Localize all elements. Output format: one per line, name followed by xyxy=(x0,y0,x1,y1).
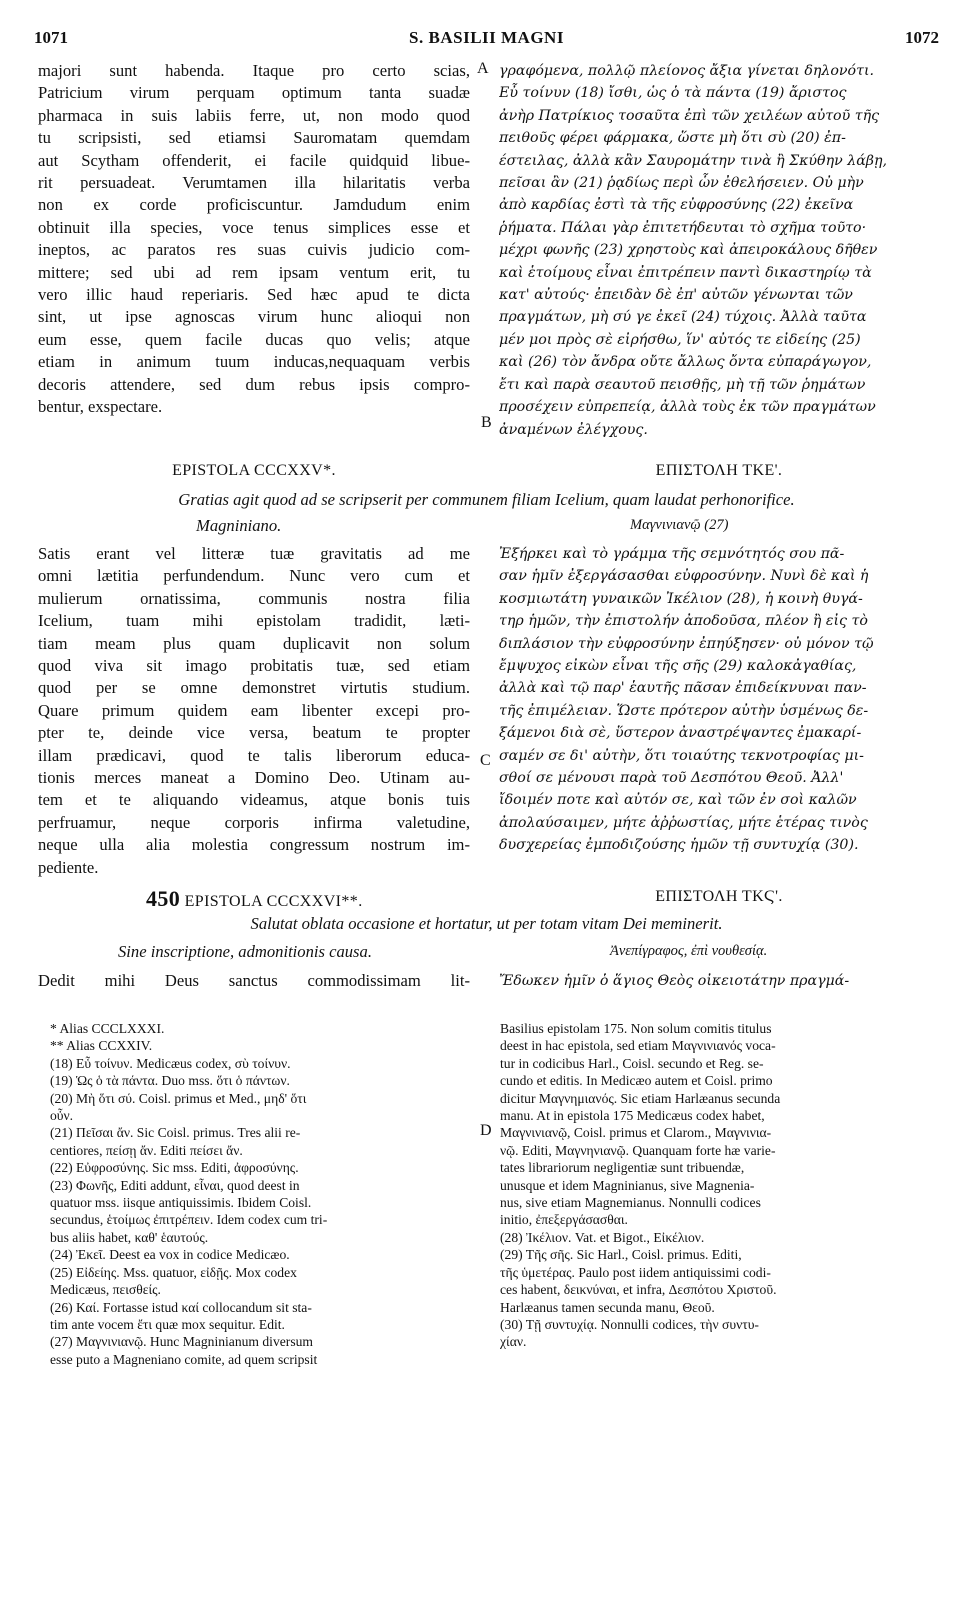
latin-epistle-title-326 xyxy=(38,886,470,912)
epistle-summary-325: Gratias agit quod ad se scripserit per communem filiam Icelium, quam laudat perhonorifice. xyxy=(178,490,795,509)
footnote-line: deest in hac epistola, sed etiam Μαγνινιανός voca- xyxy=(500,1038,776,1054)
latin-line: quod per se omne demonstret virtutis studium. xyxy=(38,678,470,698)
footnote-line: cundo et editis. In Medicæo autem et Coisl. primo xyxy=(500,1073,773,1089)
latin-addressee-326: Sine inscriptione, admonitionis causa. xyxy=(118,942,372,961)
footnote-line: nus, sive etiam Magnemianus. Nonnulli codices xyxy=(500,1195,761,1211)
latin-line: vero illic haud reperiaris. Sed hæc apud te dicta xyxy=(38,285,470,305)
greek-line: ἀλλὰ καὶ τῷ παρ' ἑαυτῆς πᾶσαν ἐπιδείκνυναι παν- xyxy=(499,680,867,697)
footnotes-left xyxy=(50,1020,475,1368)
footnote-line: (26) Καί. Fortasse istud καί collocandum sit sta- xyxy=(50,1299,312,1315)
footnote-line: (18) Εὖ τοίνυν. Medicæus codex, σὺ τοίνυν. xyxy=(50,1055,291,1071)
footnote-line: τῆς ὑμετέρας. Paulo post iidem antiquissimi codi- xyxy=(500,1264,771,1280)
margin-letter-c: C xyxy=(480,752,491,769)
greek-line: ἀπολαύσαιμεν, μήτε ἀῤῥωστίας, μήτε ἑτέρας τινὸς xyxy=(499,814,868,831)
margin-letter-d: D xyxy=(480,1122,492,1139)
footnote-line: (22) Εὐφροσύνης. Sic mss. Editi, ἀφροσύνης. xyxy=(50,1160,299,1176)
greek-line: Εὖ τοίνυν (18) ἴσθι, ὡς ὁ τὰ πάντα (19) ἄριστος xyxy=(499,85,847,102)
greek-line: πραγμάτων, μὴ σύ γε ἐκεῖ (24) τύχοις. Ἀλλὰ ταῦτα xyxy=(499,309,867,326)
latin-line: majori sunt habenda. Itaque pro certo scias, xyxy=(38,61,470,80)
greek-line: ἴδοιμέν ποτε καὶ αὐτόν σε, καὶ τῶν ἐν σοὶ καλῶν xyxy=(499,792,857,809)
latin-line: Satis erant vel litteræ tuæ gravitatis ad me xyxy=(38,544,470,563)
greek-epistle-title-326: ΕΠΙΣΤΟΛΗ ΤΚϚ'. xyxy=(655,888,783,905)
greek-line: προσέχειν εὐπρεπείᾳ, ἀλλὰ τοὺς ἐκ τῶν πραγμάτων xyxy=(499,399,876,416)
greek-column-326 xyxy=(499,970,939,992)
latin-line: quod viva sit imago probitatis tuæ, sed etiam xyxy=(38,656,470,676)
latin-epistle-title-325: EPISTOLA CCCXXV*. xyxy=(172,462,336,479)
greek-epistle-title-325: ΕΠΙΣΤΟΛΗ ΤΚΕ'. xyxy=(655,462,783,479)
running-title: S. BASILII MAGNI xyxy=(409,28,564,47)
footnote-line: (23) Φωνῆς, Editi addunt, εἶναι, quod deest in xyxy=(50,1177,300,1193)
latin-column-326 xyxy=(38,970,470,992)
latin-line: eum esse, quem facile ducas quo velis; atque xyxy=(38,329,470,349)
footnote-line: centiores, πείσῃ ἄν. Editi πείσει ἄν. xyxy=(50,1142,243,1158)
greek-line: δυσχερείας ἐμποδιζούσης ἡμῶν τῇ συντυχίᾳ (30). xyxy=(499,837,859,854)
footnote-line: ces habent, δεικνύναι, et infra, Δεσπότου Χριστοῦ. xyxy=(500,1282,777,1298)
greek-line: ξάμενοι διὰ σὲ, ὕστερον ἀναστρέψαντες ἐμακαρί- xyxy=(499,725,862,742)
footnote-line: tur in codicibus Harl., Coisl. secundo et Reg. se- xyxy=(500,1055,764,1071)
greek-line: ἀνὴρ Πατρίκιος τοσαῦτα ἐπὶ τῶν χειλέων αὐτοῦ τῆς xyxy=(499,107,880,124)
latin-line: rit persuadeat. Verumtamen illa hilaritatis verba xyxy=(38,173,470,193)
latin-line: pharmaca in suis labiis ferre, ut, non modo quod xyxy=(38,105,470,125)
page-number-left: 1071 xyxy=(34,28,68,47)
footnote-line: (30) Τῇ συντυχίᾳ. Nonnulli codices, τὴν συντυ- xyxy=(500,1316,759,1332)
latin-line: ineptos, ac paratos res suas cuivis judicio com- xyxy=(38,240,470,260)
footnote-line: (27) Μαγνινιανῷ. Hunc Magninianum diversum xyxy=(50,1334,313,1350)
footnote-line: esse puto a Magneniano comite, ad quem scripsit xyxy=(50,1351,318,1367)
latin-line: tu scripsisti, sed etiamsi Sauromatam quemdam xyxy=(38,128,470,148)
latin-line: etiam in animum tuum inducas,nequaquam verbis xyxy=(38,352,470,372)
page-number-right: 1072 xyxy=(905,28,939,47)
footnote-line: νῷ. Editi, Μαγνηνιανῷ. Quanquam forte hæ varie- xyxy=(500,1142,776,1158)
footnote-line: initio, ἐπεξεργάσασθαι. xyxy=(500,1212,628,1228)
greek-line: κοσμιωτάτη γυναικῶν Ἰκέλιον (28), ἡ κοινὴ θυγά- xyxy=(499,590,863,607)
greek-line: Ἐξήρκει καὶ τὸ γράμμα τῆς σεμνότητός σου πᾶ- xyxy=(499,546,845,562)
greek-line: πειθοῦς φέρει φάρμακα, ὥστε μὴ ὅτι σὺ (20) ἐπ- xyxy=(499,130,846,147)
footnote-line: * Alias CCCLXXXI. xyxy=(50,1021,165,1036)
greek-line: γραφόμενα, πολλῷ πλείονος ἄξια γίνεται δηλονότι. xyxy=(499,63,875,79)
footnote-line: manu. At in epistola 175 Medicæus codex habet, xyxy=(500,1108,765,1124)
greek-line: τῆς ἐπιμέλειαν. Ὥστε πρότερον αὐτὴν ὑσμένως δε- xyxy=(499,702,869,719)
footnote-line: bus aliis habet, καθ' ἑαυτούς. xyxy=(50,1229,209,1245)
greek-addressee-325: Μαγνινιανῷ (27) xyxy=(630,517,729,533)
greek-line: έστειλας, ἀλλὰ κἂν Σαυρομάτην τινὰ ἢ Σκύθην λάβῃ, xyxy=(499,152,887,169)
latin-line: decoris attendere, sed dum rebus ipsis compro- xyxy=(38,374,470,394)
latin-column-top xyxy=(38,60,470,419)
greek-line: σθοί σε μένουσι παρὰ τοῦ Δεσπότου Θεοῦ. Ἀλλ' xyxy=(499,770,844,787)
greek-line: ἀναμένων ἐλέγχους. xyxy=(499,421,648,438)
latin-line: pediente. xyxy=(38,857,99,877)
latin-line: illam prædicavi, quod te talis liberorum educa- xyxy=(38,745,470,765)
epistle-summary-326: Salutat oblata occasione et hortatur, ut per totam vitam Dei meminerit. xyxy=(250,914,723,933)
latin-line: Icelium, tuam mihi epistolam tradidit, læti- xyxy=(38,611,470,631)
footnote-line: tim ante vocem ἔτι quæ mox sequitur. Edit. xyxy=(50,1316,285,1332)
latin-line-326: Dedit mihi Deus sanctus commodissimam lit- xyxy=(38,971,470,990)
greek-line: μέν μοι πρὸς σὲ εἰρήσθω, ἵν' αὐτός τε εἰδείης (25) xyxy=(499,331,861,348)
footnote-line: Medicæus, πεισθείς. xyxy=(50,1282,161,1298)
greek-line: ῥήματα. Πάλαι γὰρ ἐπιτετήδευται τὸ σχῆμα τοῦτο· xyxy=(499,219,867,236)
footnote-line: (28) Ἰκέλιον. Vat. et Bigot., Εἰκέλιον. xyxy=(500,1229,705,1245)
greek-column-325 xyxy=(499,543,939,857)
latin-epistle-title-326-text: EPISTOLA CCCXXVI**. xyxy=(184,893,363,910)
latin-line: omni lætitia perfundendum. Nunc vero cum et xyxy=(38,566,470,586)
greek-addressee-326: Ἀνεπίγραφος, ἐπὶ νουθεσίᾳ. xyxy=(610,943,768,959)
latin-line: mulierum ornatissima, communis nostra filia xyxy=(38,588,470,608)
greek-line: ἔμψυχος εἰκὼν εἶναι τῆς σῆς (29) καλοκἀγαθίας, xyxy=(499,658,857,675)
greek-line: ἔτι καὶ παρὰ σεαυτοῦ πεισθῇς, μὴ τῇ τῶν ῥημάτων xyxy=(499,376,866,393)
latin-line: Patricium virum perquam optimum tanta suadæ xyxy=(38,83,470,103)
footnote-line: tates librariorum negligentiæ sunt tribuendæ, xyxy=(500,1160,745,1176)
margin-letter-b: B xyxy=(481,414,492,431)
footnote-line: Harlæanus tamen secunda manu, Θεοῦ. xyxy=(500,1299,715,1315)
footnote-line: (20) Μὴ ὅτι σύ. Coisl. primus et Med., μηδ' ὅτι xyxy=(50,1090,307,1106)
footnote-line: (19) Ὡς ὁ τὰ πάντα. Duo mss. ὅτι ὁ πάντων. xyxy=(50,1073,290,1089)
column-number-450: 450 xyxy=(146,886,181,911)
greek-line: σαν ἡμῖν ἐξεργάσασθαι εὐφροσύνην. Νυνὶ δὲ καὶ ἡ xyxy=(499,568,869,585)
latin-line: pter te, deinde vice versa, beatum te propter xyxy=(38,723,470,743)
latin-line: tiam meam plus quam duplicavit non solum xyxy=(38,633,470,653)
greek-line: μέχρι φωνῆς (23) χρηστοὺς καὶ ἀπειροκάλους δῆθεν xyxy=(499,242,878,259)
greek-column-top xyxy=(499,60,939,441)
footnote-line: unusque et idem Magninianus, sive Magnenia- xyxy=(500,1177,755,1193)
greek-line: πεῖσαι ἂν (21) ῥᾳδίως περὶ ὧν ἐθελήσειεν. Οὐ μὴν xyxy=(499,175,864,192)
footnote-line: (29) Τῆς σῆς. Sic Harl., Coisl. primus. Editi, xyxy=(500,1247,742,1263)
footnote-line: ** Alias CCXXIV. xyxy=(50,1038,153,1054)
footnote-line: (25) Εἰδείης. Mss. quatuor, εἰδῇς. Mox codex xyxy=(50,1264,297,1280)
latin-line: bentur, exspectare. xyxy=(38,397,163,417)
footnote-line: quatuor mss. iisque antiquissimis. Ibidem Coisl. xyxy=(50,1195,312,1211)
latin-column-325 xyxy=(38,543,470,879)
running-header xyxy=(34,28,939,54)
latin-line: mittere; sed ubi ad rem ipsam ventum erit, tu xyxy=(38,262,470,282)
footnote-line: secundus, ἑτοίμως ἐπιτρέπειν. Idem codex cum tri- xyxy=(50,1212,328,1228)
greek-line: καὶ ἑτοίμους εἶναι ἐπιτρέπειν παντὶ δικαστηρίῳ τὰ xyxy=(499,264,872,281)
footnote-line: (21) Πεῖσαι ἄν. Sic Coisl. primus. Tres alii re- xyxy=(50,1125,301,1141)
footnote-line: χίαν. xyxy=(500,1334,527,1350)
greek-line: σαμέν σε δι' αὐτὴν, ὅτι τοιαύτης τεκνοτροφίας μι- xyxy=(499,747,864,764)
latin-line: obtinuit illa species, voce tenus simplices esse et xyxy=(38,217,470,237)
latin-line: tem et te aliquando videamus, atque bonis tuis xyxy=(38,790,470,810)
footnote-line: Μαγνινιανῷ, Coisl. primus et Clarom., Μαγνινια- xyxy=(500,1125,772,1141)
latin-line: perfruamur, neque corporis infirma valetudine, xyxy=(38,812,470,832)
footnote-line: dicitur Μαγνημιανός. Sic etiam Harlæanus secunda xyxy=(500,1090,781,1106)
latin-addressee-325: Magniniano. xyxy=(196,516,282,535)
latin-line: sint, ut ipse agnoscas virum hunc alioqui non xyxy=(38,307,470,327)
footnote-line: Basilius epistolam 175. Non solum comitis titulus xyxy=(500,1021,772,1036)
latin-line: tionis merces maneat a Domino Deo. Utinam au- xyxy=(38,768,470,788)
latin-line: non ex corde proficiscuntur. Jamdudum enim xyxy=(38,195,470,215)
latin-line: neque ulla alia molestia congressum nostrum im- xyxy=(38,835,470,855)
greek-line: ἀπὸ καρδίας ἐστὶ τὰ τῆς εὐφροσύνης (22) ἐκεῖνα xyxy=(499,197,854,214)
footnote-line: (24) Ἐκεῖ. Deest ea vox in codice Medicæo. xyxy=(50,1247,290,1263)
greek-line: κατ' αὐτούς· ἐπειδὰν δὲ ἐπ' αὐτῶν γένωνται τῶν xyxy=(499,287,853,304)
greek-line: καὶ (26) τὸν ἄνδρα οὔτε ἄλλως ὄντα εὐπαράγωγον, xyxy=(499,354,872,371)
latin-line: aut Scytham offenderit, ei facile quidquid libue- xyxy=(38,150,470,170)
greek-line-326: Ἔδωκεν ἡμῖν ὁ ἅγιος Θεὸς οἰκειοτάτην πραγμά- xyxy=(499,973,850,989)
margin-letter-a: A xyxy=(477,60,489,77)
greek-line: διπλάσιον τὴν εὐφροσύνην ἐπηύξησεν· οὐ μόνον τῷ xyxy=(499,635,874,652)
latin-line: Quare primum quidem eam libenter excepi pro- xyxy=(38,700,470,720)
footnote-line: οὖν. xyxy=(50,1108,74,1124)
greek-line: τηρ ἡμῶν, τὴν ἐπιστολήν ἀποδοῦσα, πλέον ἢ εἰς τὸ xyxy=(499,613,868,630)
footnotes-right xyxy=(500,1020,940,1351)
